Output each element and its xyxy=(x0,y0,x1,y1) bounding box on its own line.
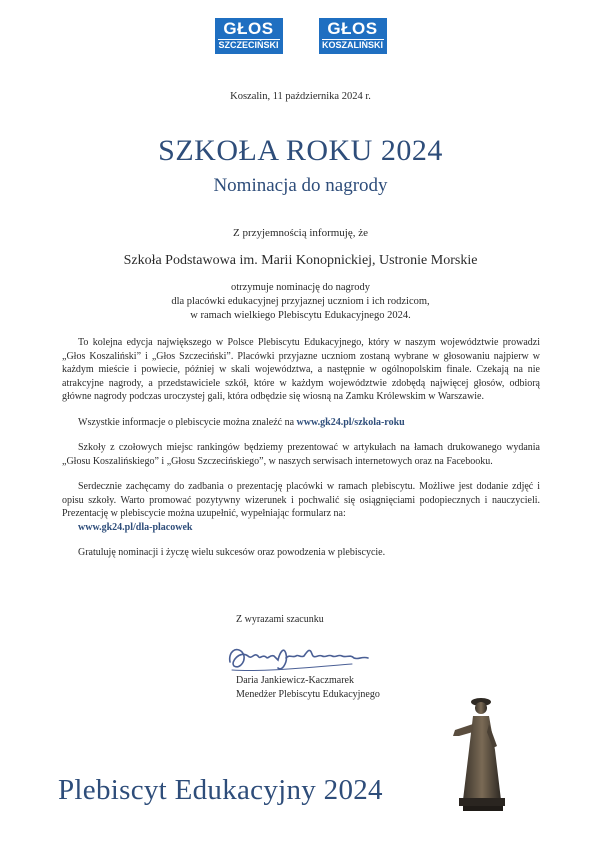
logos xyxy=(0,18,601,54)
school-name: Szkoła Podstawowa im. Marii Konopnickiej, Ustronie Morskie xyxy=(123,253,478,268)
paragraph-congratulations: Gratuluję nominacji i życzę wielu sukcesów oraz powodzenia w plebiscycie. xyxy=(78,547,386,558)
award-line: dla placówki edukacyjnej przyjaznej uczniom i ich rodzicom, xyxy=(171,296,430,307)
logo-line2: KOSZALIŃSKI xyxy=(321,40,383,50)
award-line: otrzymuje nominację do nagrody xyxy=(230,282,371,293)
page-subtitle: Nominacja do nagrody xyxy=(213,175,388,196)
award-description xyxy=(0,281,601,323)
statue-icon xyxy=(445,690,515,812)
presentation-text: Serdecznie zachęcamy do zadbania o prezentację placówki w ramach plebiscytu. Możliwe jest dodanie zdjęć i opisu szkoły. Warto promować pozytywny wizerunek i pochwalić się osiągnięciami podopiecznych i nauczycieli. Prezentację w plebiscycie można uzupełnić, wypełniając formularz na: xyxy=(62,481,540,519)
signature-icon xyxy=(222,632,382,680)
letter-date: Koszalin, 11 października 2024 r. xyxy=(230,91,371,102)
paragraph-rankings: Szkoły z czołowych miejsc rankingów będziemy prezentować w artykułach na łamach drukowanego wydania „Głosu Koszalińskiego” i „Głosu Szczecińskiego”, w naszych serwisach internetowych oraz na Facebooku. xyxy=(62,442,540,467)
footer-title: Plebiscyt Edukacyjny 2024 xyxy=(58,774,383,806)
glos-szczecinski-logo xyxy=(215,18,283,54)
letter-body xyxy=(62,336,540,572)
paragraph-presentation xyxy=(62,480,540,534)
intro-text: Z przyjemnością informuję, że xyxy=(232,227,368,239)
award-line: w ramach wielkiego Plebiscytu Edukacyjnego 2024. xyxy=(190,310,411,321)
logo-line1: GŁOS xyxy=(223,19,274,38)
paragraph-plebiscite-info: To kolejna edycja największego w Polsce Plebiscytu Edukacyjnego, który w naszym województwie prowadzi „Głos Koszaliński” i „Głos Szczeciński”. Placówki przyjazne uczniom zostaną wybrane w głosowaniu najpierw w każdym mieście i powiecie, później w skali województwa, a następnie w ogólnopolskim finale. Czekają na nie atrakcyjne nagrody, a przedstawiciele szkół, które w każdym województwie zdobędą najwięcej głosów, odbiorą główne nagrody podczas uroczystej gali, która odbędzie się wiosną na Zamku Królewskim w Warszawie. xyxy=(62,337,540,402)
closing-salutation: Z wyrazami szacunku xyxy=(236,614,324,625)
dla-placowek-link[interactable]: www.gk24.pl/dla-placowek xyxy=(78,521,193,533)
logo-line2: SZCZECIŃSKI xyxy=(218,40,279,50)
page-title: SZKOŁA ROKU 2024 xyxy=(158,134,443,167)
signer-role: Menedżer Plebiscytu Edukacyjnego xyxy=(236,689,380,700)
logo-line1: GŁOS xyxy=(327,19,378,38)
more-info-text: Wszystkie informacje o plebiscycie można znaleźć na xyxy=(78,416,297,428)
szkola-roku-link[interactable]: www.gk24.pl/szkola-roku xyxy=(296,416,405,428)
signer-block xyxy=(236,674,380,702)
signer-name: Daria Jankiewicz-Kaczmarek xyxy=(236,675,354,686)
paragraph-more-info xyxy=(62,416,540,430)
glos-koszalinski-logo xyxy=(319,18,387,54)
